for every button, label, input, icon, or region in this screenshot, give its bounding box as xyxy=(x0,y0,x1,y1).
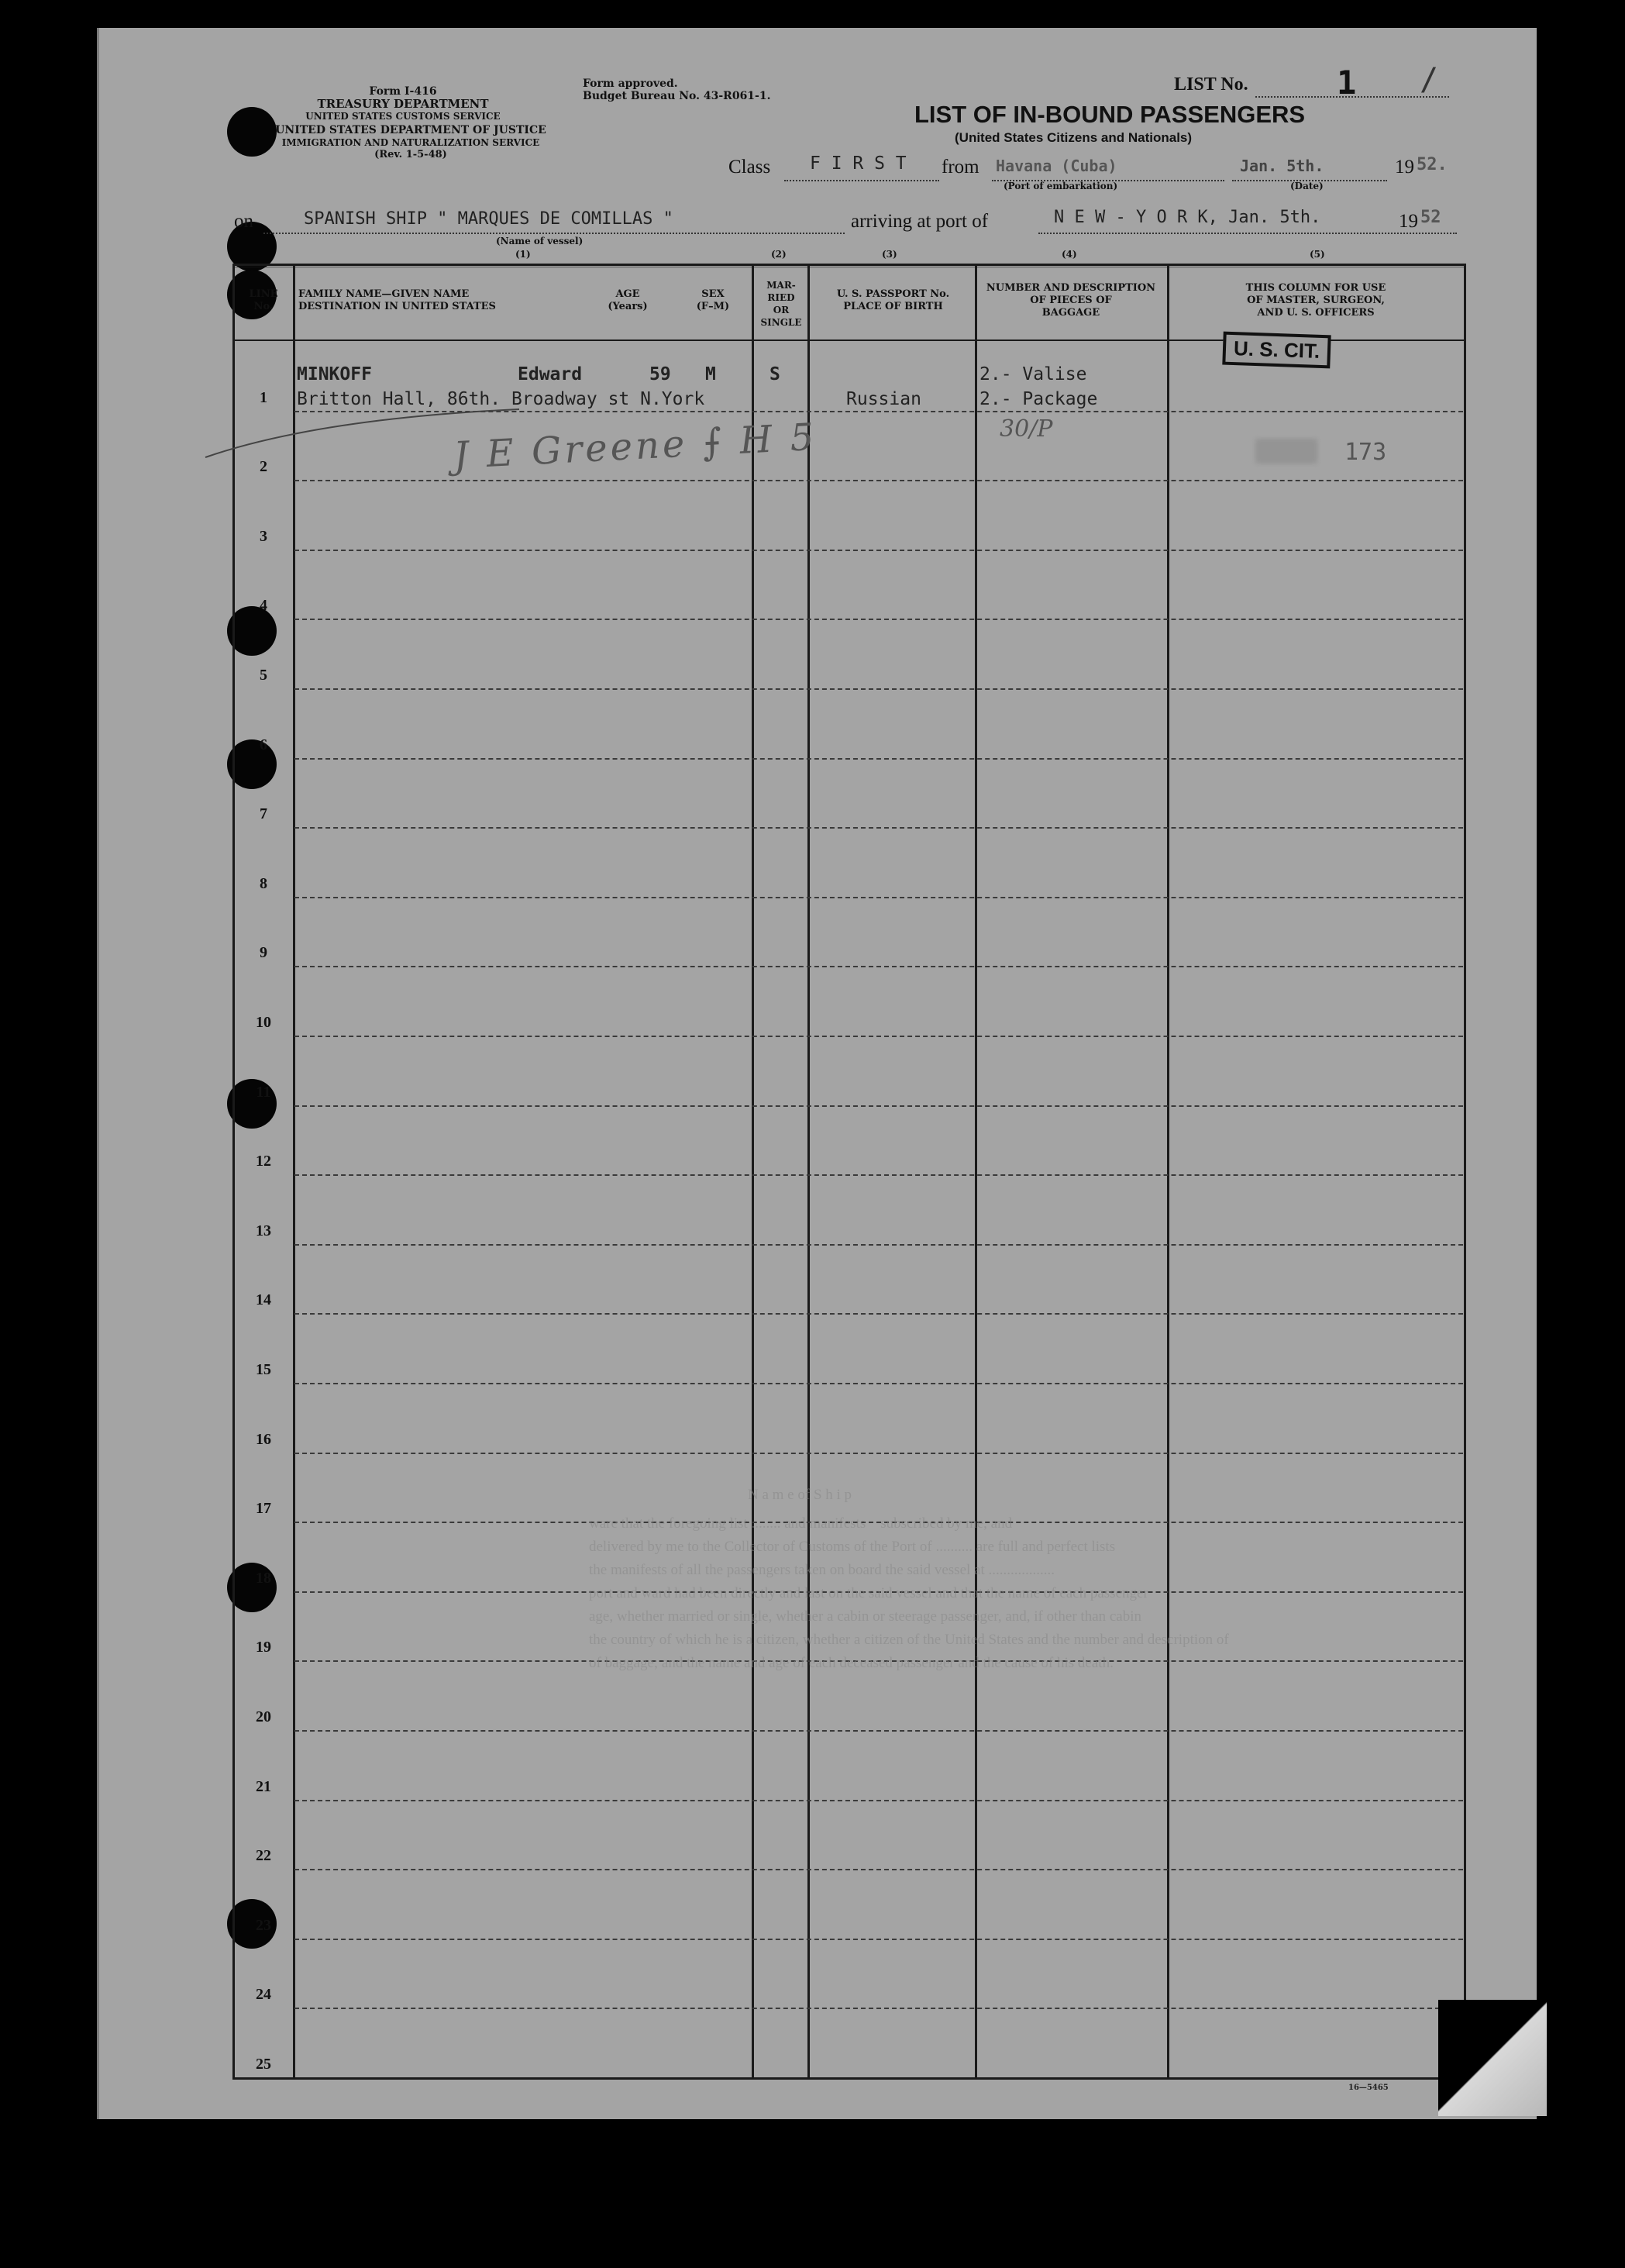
row-divider xyxy=(294,2008,1463,2009)
port-caption: (Port of embarkation) xyxy=(1004,181,1118,191)
passenger-age: 59 xyxy=(649,364,671,384)
justice-dept: UNITED STATES DEPARTMENT OF JUSTICE xyxy=(275,124,546,136)
row-number: 14 xyxy=(256,1291,271,1309)
class-value: F I R S T xyxy=(810,153,907,174)
row-number: 6 xyxy=(260,736,267,753)
row-divider xyxy=(294,1869,1463,1870)
us-citizen-stamp: U. S. CIT. xyxy=(1222,332,1331,369)
row-divider xyxy=(294,1453,1463,1454)
col-num-5: (5) xyxy=(1310,249,1325,260)
col-head-married: MAR- RIED OR SINGLE xyxy=(760,280,802,328)
passenger-given-name: Edward xyxy=(518,364,583,384)
list-no-value: 1 xyxy=(1337,64,1357,102)
row-number: 22 xyxy=(256,1847,271,1865)
col-divider-married xyxy=(807,264,810,2080)
page-corner-curl xyxy=(1438,2000,1547,2116)
row-number: 20 xyxy=(256,1708,271,1725)
row-number: 21 xyxy=(256,1777,271,1795)
baggage-item-2: 2.- Package xyxy=(979,389,1098,409)
row-number: 12 xyxy=(256,1153,271,1170)
vessel-caption: (Name of vessel) xyxy=(496,236,584,246)
row-divider xyxy=(294,897,1463,898)
row-number: 16 xyxy=(256,1430,271,1448)
handwriting-fraction: 30/P xyxy=(1000,415,1053,443)
row-number: 24 xyxy=(256,1986,271,2004)
arrival-year-prefix: 19 xyxy=(1399,211,1418,232)
date-value: Jan. 5th. xyxy=(1240,157,1324,175)
col-head-sex: SEX (F–M) xyxy=(696,288,730,312)
col-head-age: AGE (Years) xyxy=(608,288,648,312)
date-caption: (Date) xyxy=(1290,181,1324,191)
row-number: 15 xyxy=(256,1361,271,1378)
row-number: 8 xyxy=(260,874,267,892)
form-approved: Form approved. xyxy=(583,78,678,90)
row-divider xyxy=(294,550,1463,551)
passenger-sex: M xyxy=(705,364,716,384)
arriving-label: arriving at port of xyxy=(851,211,989,232)
col-head-line: LINE No. xyxy=(249,288,278,312)
year-value: 52. xyxy=(1417,155,1448,174)
passenger-birthplace: Russian xyxy=(846,389,921,409)
row-number: 2 xyxy=(260,458,267,476)
col-head-name: FAMILY NAME—GIVEN NAME DESTINATION IN UNITED STATES xyxy=(298,288,496,312)
row-divider xyxy=(294,758,1463,760)
row-divider xyxy=(294,1105,1463,1107)
ins-service: IMMIGRATION AND NATURALIZATION SERVICE xyxy=(281,137,540,148)
passenger-destination: Britton Hall, 86th. Broadway st N.York xyxy=(297,389,705,409)
row-number: 25 xyxy=(256,2056,271,2073)
row-number: 11 xyxy=(256,1083,271,1101)
col-head-officers: THIS COLUMN FOR USE OF MASTER, SURGEON, AND U. S. OFFICERS xyxy=(1245,282,1386,319)
passenger-family-name: MINKOFF xyxy=(297,364,372,384)
col-head-baggage: NUMBER AND DESCRIPTION OF PIECES OF BAGGAGE xyxy=(986,282,1156,319)
row-divider xyxy=(294,688,1463,690)
from-value: Havana (Cuba) xyxy=(996,157,1117,175)
table-top-border xyxy=(232,264,1466,266)
page-subtitle: (United States Citizens and Nationals) xyxy=(955,130,1193,145)
col-divider-name xyxy=(752,264,754,2080)
table-left-border xyxy=(232,264,235,2080)
row-number: 3 xyxy=(260,527,267,545)
row-divider xyxy=(294,1383,1463,1384)
col-divider-line xyxy=(293,264,295,2080)
col-num-4: (4) xyxy=(1062,249,1077,260)
baggage-item-1: 2.- Valise xyxy=(979,364,1087,384)
row-number: 10 xyxy=(256,1014,271,1031)
col-num-1: (1) xyxy=(515,249,531,260)
row-divider xyxy=(294,1939,1463,1940)
row-divider xyxy=(294,827,1463,829)
row-number: 23 xyxy=(256,1916,271,1934)
vessel-underline xyxy=(263,233,845,234)
col-head-passport: U. S. PASSPORT No. PLACE OF BIRTH xyxy=(836,288,950,312)
row-divider xyxy=(294,1313,1463,1315)
row-divider xyxy=(294,1174,1463,1176)
col-divider-baggage xyxy=(1167,264,1169,2080)
table-bottom-border xyxy=(232,2077,1466,2080)
row-divider xyxy=(294,1036,1463,1037)
passenger-marital-status: S xyxy=(769,364,780,384)
row-number: 19 xyxy=(256,1639,271,1656)
year-prefix: 19 xyxy=(1395,157,1414,178)
row-number: 13 xyxy=(256,1222,271,1239)
col-divider-passport xyxy=(975,264,977,2080)
vessel-name: SPANISH SHIP " MARQUES DE COMILLAS " xyxy=(304,209,673,229)
revision: (Rev. 1-5-48) xyxy=(374,149,447,160)
row-divider xyxy=(294,619,1463,620)
row-divider xyxy=(294,480,1463,481)
row-number: 4 xyxy=(260,597,267,615)
handwritten-stroke xyxy=(201,403,527,465)
col-num-3: (3) xyxy=(882,249,897,260)
from-label: from xyxy=(942,157,979,178)
inspector-handwriting: J E Greene ⨍ H 5 xyxy=(452,415,818,478)
footer-code: 16—5465 xyxy=(1348,2084,1389,2092)
form-number: Form I-416 xyxy=(369,85,437,98)
customs-service: UNITED STATES CUSTOMS SERVICE xyxy=(305,111,501,122)
row-number: 17 xyxy=(256,1500,271,1518)
class-label: Class xyxy=(728,157,771,178)
list-no-label: LIST No. xyxy=(1174,74,1248,95)
row-divider xyxy=(294,1800,1463,1801)
row-number: 9 xyxy=(260,944,267,962)
officer-note-smudge xyxy=(1255,439,1317,464)
officer-note: 173 xyxy=(1344,439,1387,466)
row-divider xyxy=(294,1244,1463,1246)
arrival-value: N E W - Y O R K, Jan. 5th. xyxy=(1054,208,1321,227)
list-no-mark: / xyxy=(1420,62,1439,98)
arrival-year-value: 52 xyxy=(1420,208,1441,227)
budget-bureau: Budget Bureau No. 43-R061-1. xyxy=(583,90,771,102)
treasury-dept: TREASURY DEPARTMENT xyxy=(317,97,489,111)
row-number: 1 xyxy=(260,388,267,406)
table-right-border xyxy=(1464,264,1466,2080)
class-underline xyxy=(784,180,939,181)
row-number: 5 xyxy=(260,667,267,684)
col-num-2: (2) xyxy=(771,249,787,260)
page-title: LIST OF IN-BOUND PASSENGERS xyxy=(914,101,1306,128)
row-divider xyxy=(294,966,1463,967)
on-label: on xyxy=(234,211,253,232)
row-number: 18 xyxy=(256,1569,271,1587)
row-number: 7 xyxy=(260,805,267,823)
row-divider xyxy=(294,1730,1463,1732)
arrival-underline xyxy=(1038,233,1457,234)
